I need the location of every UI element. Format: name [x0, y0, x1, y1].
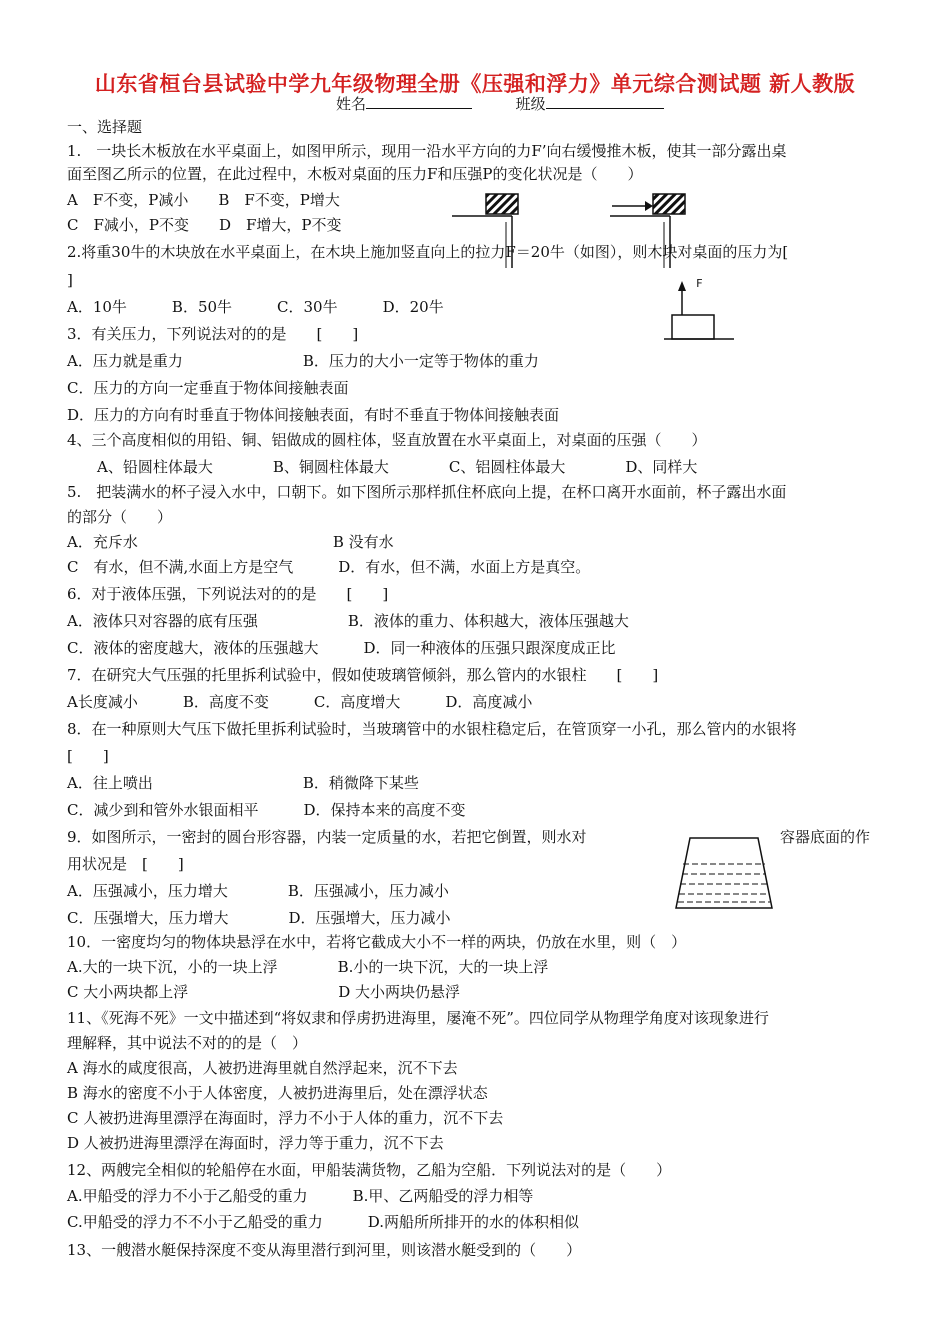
text-line: A．往上喷出 B．稍微降下某些: [67, 774, 419, 792]
frustum-container-figure: [668, 832, 780, 912]
text-line: A长度减小 B．高度不变 C．高度增大 D．高度减小: [67, 693, 533, 711]
text-line: A．充斥水 B 没有水: [67, 533, 394, 551]
text-line: C．压强增大，压力增大 D．压强增大，压力减小: [67, 909, 451, 927]
name-blank[interactable]: [366, 94, 472, 109]
text-line: 11、《死海不死》一文中描述到“将奴隶和俘虏扔进海里，屡淹不死”。四位同学从物理学角度对该现象进行: [67, 1009, 769, 1027]
text-line: 用状况是 [ ]: [67, 855, 184, 873]
section-heading: 一、选择题: [67, 118, 143, 136]
block-force-figure: [662, 245, 742, 343]
text-line: 6．对于液体压强，下列说法对的的是 [ ]: [67, 585, 389, 603]
figure-jia: [452, 194, 518, 268]
text-line: C 有水，但不满,水面上方是空气 D．有水，但不满，水面上方是真空。: [67, 558, 591, 576]
text-line: C．减少到和管外水银面相平 D．保持本来的高度不变: [67, 801, 466, 819]
text-line: 12、两艘完全相似的轮船停在水面，甲船装满货物，乙船为空船．下列说法对的是（ ）: [67, 1161, 672, 1179]
text-line: C.甲船受的浮力不不小于乙船受的重力 D.两船所所排开的水的体积相似: [67, 1213, 579, 1231]
text-line: 2.将重30牛的木块放在水平桌面上，在木块上施加竖直向上的拉力F＝20牛（如图），则木块对桌面的压力为[: [67, 243, 789, 261]
text-line: D 人被扔进海里漂浮在海面时，浮力等于重力，沉不下去: [67, 1134, 444, 1152]
class-label: 班级: [515, 95, 546, 113]
text-line: A F不变，P减小 B F不变，P增大: [67, 191, 340, 209]
text-line: [ ]: [67, 747, 109, 765]
text-line: 面至图乙所示的位置，在此过程中，木板对桌面的压力F和压强P的变化状况是（ ）: [67, 165, 643, 183]
text-line: A.甲船受的浮力不小于乙船受的重力 B.甲、乙两船受的浮力相等: [67, 1187, 534, 1205]
text-line: C 人被扔进海里漂浮在海面时，浮力不小于人体的重力，沉不下去: [67, 1109, 504, 1127]
text-line: A．压力就是重力 B．压力的大小一定等于物体的重力: [67, 352, 539, 370]
text-line: C．压力的方向一定垂直于物体间接触表面: [67, 379, 349, 397]
text-line: 的部分（ ）: [67, 508, 173, 526]
text-line: 1. 一块长木板放在水平桌面上，如图甲所示，现用一沿水平方向的力F’向右缓慢推木板，使其一部分露出桌: [67, 142, 787, 160]
text-line: A．液体只对容器的底有压强 B．液体的重力、体积越大，液体压强越大: [67, 612, 629, 630]
text-line: C 大小两块都上浮 D 大小两块仍悬浮: [67, 983, 461, 1001]
text-line: D．压力的方向有时垂直于物体间接触表面，有时不垂直于物体间接触表面: [67, 406, 560, 424]
text-line: 8．在一种原则大气压下做托里拆利试验时，当玻璃管中的水银柱稳定后，在管顶穿一小孔，那么管内的水银将: [67, 720, 797, 738]
text-line: 容器底面的作: [780, 828, 871, 846]
text-line: 4、三个高度相似的用铅、铜、铝做成的圆柱体，竖直放置在水平桌面上，对桌面的压强（ ）: [67, 431, 707, 449]
text-line: C F减小，P不变 D F增大，P不变: [67, 216, 342, 234]
text-line: 10．一密度均匀的物体块悬浮在水中，若将它截成大小不一样的两块，仍放在水里，则（ ）: [67, 933, 687, 951]
name-class-line: [336, 93, 664, 114]
text-line: C．液体的密度越大，液体的压强越大 D．同一种液体的压强只跟深度成正比: [67, 639, 616, 657]
text-line: A.大的一块下沉，小的一块上浮 B.小的一块下沉，大的一块上浮: [67, 958, 549, 976]
text-line: B 海水的密度不小于人体密度，人被扔进海里后，处在漂浮状态: [67, 1084, 488, 1102]
text-line: A．压强减小，压力增大 B．压强减小，压力减小: [67, 882, 449, 900]
text-line: 5. 把装满水的杯子浸入水中，口朝下。如下图所示那样抓住杯底向上提，在杯口离开水面前，杯子露出水面: [67, 483, 787, 501]
class-blank[interactable]: [546, 94, 664, 109]
text-line: ]: [67, 271, 73, 289]
force-label: F: [696, 277, 703, 290]
text-line: 7．在研究大气压强的托里拆利试验中，假如使玻璃管倾斜，那么管内的水银柱 [ ]: [67, 666, 659, 684]
text-line: 理解释，其中说法不对的的是（ ）: [67, 1034, 308, 1052]
name-label: 姓名: [336, 95, 367, 113]
page-title: 山东省桓台县试验中学九年级物理全册《压强和浮力》单元综合测试题 新人教版: [94, 72, 856, 96]
text-line: 13、一艘潜水艇保持深度不变从海里潜行到河里，则该潜水艇受到的（ ）: [67, 1241, 582, 1259]
text-line: 3．有关压力，下列说法对的的是 [ ]: [67, 325, 359, 343]
text-line: A．10牛 B．50牛 C．30牛 D．20牛: [67, 298, 444, 316]
text-line: 9．如图所示，一密封的圆台形容器，内装一定质量的水，若把它倒置，则水对: [67, 828, 587, 846]
text-line: A 海水的咸度很高，人被扔进海里就自然浮起来，沉不下去: [67, 1059, 458, 1077]
text-line: A、铅圆柱体最大 B、铜圆柱体最大 C、铝圆柱体最大 D、同样大: [67, 458, 698, 476]
